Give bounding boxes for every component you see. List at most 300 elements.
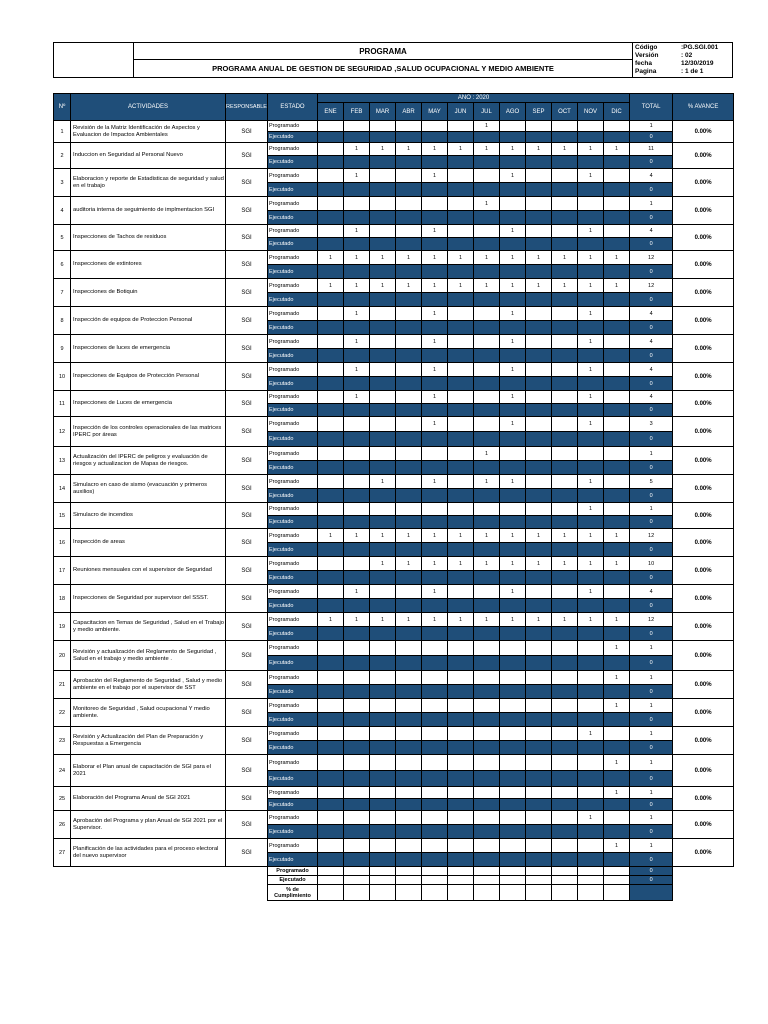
month-cell: 1 xyxy=(578,251,604,265)
month-cell: 1 xyxy=(448,529,474,543)
month-cell: 1 xyxy=(422,613,448,627)
month-cell: 1 xyxy=(474,121,500,132)
month-cell xyxy=(318,143,344,156)
program-table xyxy=(53,93,734,901)
month-cell: 1 xyxy=(500,417,526,432)
month-cell-ejecutado xyxy=(474,349,500,363)
month-cell-ejecutado xyxy=(318,238,344,251)
footer-total: 0 xyxy=(630,876,673,885)
footer-month-cell xyxy=(344,885,370,901)
month-cell xyxy=(500,727,526,741)
table-row xyxy=(54,391,734,404)
month-cell-ejecutado xyxy=(552,489,578,503)
month-cell xyxy=(448,169,474,183)
footer-total xyxy=(630,885,673,901)
avance-cell: 0.00% xyxy=(673,699,734,727)
month-cell-ejecutado xyxy=(578,543,604,557)
month-cell: 1 xyxy=(500,251,526,265)
month-cell-ejecutado xyxy=(396,321,422,335)
month-cell xyxy=(604,307,630,321)
month-cell-ejecutado xyxy=(526,799,552,811)
month-cell-ejecutado xyxy=(396,771,422,787)
month-cell: 1 xyxy=(474,143,500,156)
month-cell-ejecutado xyxy=(422,543,448,557)
total-programado: 4 xyxy=(630,585,673,599)
month-cell-ejecutado xyxy=(604,543,630,557)
month-cell-ejecutado xyxy=(552,825,578,839)
month-cell xyxy=(422,787,448,799)
month-cell: 1 xyxy=(422,363,448,377)
avance-cell: 0.00% xyxy=(673,503,734,529)
month-cell-ejecutado xyxy=(344,132,370,143)
avance-cell: 0.00% xyxy=(673,169,734,197)
row-number: 22 xyxy=(54,699,71,727)
avance-cell: 0.00% xyxy=(673,251,734,279)
month-cell xyxy=(396,417,422,432)
month-cell xyxy=(552,391,578,404)
month-cell-ejecutado xyxy=(604,599,630,613)
month-cell-ejecutado xyxy=(500,771,526,787)
footer-month-cell xyxy=(578,885,604,901)
month-cell xyxy=(396,197,422,211)
month-cell-ejecutado xyxy=(448,516,474,529)
month-cell-ejecutado xyxy=(526,771,552,787)
month-cell: 1 xyxy=(578,417,604,432)
month-cell-ejecutado xyxy=(500,741,526,755)
month-cell-ejecutado xyxy=(578,685,604,699)
month-cell-ejecutado xyxy=(578,713,604,727)
estado-programado: Programado xyxy=(268,121,318,132)
avance-cell: 0.00% xyxy=(673,279,734,307)
month-cell-ejecutado xyxy=(604,349,630,363)
month-cell-ejecutado xyxy=(500,461,526,475)
month-cell xyxy=(604,225,630,238)
activity-cell: Planificación de las actividades para el proceso electoral del nuevo supervisor xyxy=(71,839,226,867)
month-cell xyxy=(500,447,526,461)
month-cell xyxy=(344,787,370,799)
month-cell-ejecutado xyxy=(474,132,500,143)
month-cell xyxy=(526,671,552,685)
month-cell-ejecutado xyxy=(370,238,396,251)
month-cell-ejecutado xyxy=(396,293,422,307)
month-cell xyxy=(500,671,526,685)
month-cell-ejecutado xyxy=(474,741,500,755)
row-number: 5 xyxy=(54,225,71,251)
total-programado: 1 xyxy=(630,699,673,713)
month-cell-ejecutado xyxy=(578,741,604,755)
month-cell-ejecutado xyxy=(578,516,604,529)
month-cell xyxy=(318,641,344,656)
month-header: JUL xyxy=(474,103,500,121)
month-cell xyxy=(370,811,396,825)
month-cell-ejecutado xyxy=(526,132,552,143)
month-cell xyxy=(474,363,500,377)
month-cell-ejecutado xyxy=(578,771,604,787)
month-cell-ejecutado xyxy=(448,183,474,197)
month-cell-ejecutado xyxy=(318,656,344,671)
month-cell xyxy=(474,811,500,825)
month-cell: 1 xyxy=(344,363,370,377)
estado-programado: Programado xyxy=(268,811,318,825)
month-cell xyxy=(474,727,500,741)
month-cell xyxy=(396,391,422,404)
month-cell xyxy=(526,169,552,183)
month-cell-ejecutado xyxy=(526,211,552,225)
month-cell: 1 xyxy=(500,391,526,404)
total-programado: 5 xyxy=(630,475,673,489)
month-cell xyxy=(552,641,578,656)
month-cell xyxy=(552,839,578,853)
responsible-cell: SGI xyxy=(226,529,268,557)
month-cell-ejecutado xyxy=(500,238,526,251)
total-ejecutado: 0 xyxy=(630,685,673,699)
month-cell-ejecutado xyxy=(370,656,396,671)
month-cell-ejecutado xyxy=(604,183,630,197)
responsible-cell: SGI xyxy=(226,121,268,143)
month-cell: 1 xyxy=(500,475,526,489)
month-cell xyxy=(500,811,526,825)
responsible-cell: SGI xyxy=(226,839,268,867)
month-cell-ejecutado xyxy=(396,461,422,475)
month-cell xyxy=(474,755,500,771)
month-cell xyxy=(370,839,396,853)
footer-month-cell xyxy=(344,867,370,876)
month-cell-ejecutado xyxy=(552,685,578,699)
month-cell-ejecutado xyxy=(318,825,344,839)
month-cell xyxy=(344,699,370,713)
month-cell xyxy=(552,307,578,321)
month-cell: 1 xyxy=(318,251,344,265)
avance-cell: 0.00% xyxy=(673,529,734,557)
month-cell: 1 xyxy=(344,529,370,543)
month-cell xyxy=(474,225,500,238)
month-cell-ejecutado xyxy=(396,132,422,143)
month-cell: 1 xyxy=(344,335,370,349)
month-cell: 1 xyxy=(370,529,396,543)
month-cell-ejecutado xyxy=(474,238,500,251)
month-cell-ejecutado xyxy=(370,461,396,475)
month-cell-ejecutado xyxy=(526,685,552,699)
month-cell xyxy=(474,391,500,404)
month-cell-ejecutado xyxy=(526,432,552,447)
month-cell-ejecutado xyxy=(578,293,604,307)
activity-cell: Revisión de la Matriz Identificación de Aspectos y Evaluacion de Impactos Ambientales xyxy=(71,121,226,143)
month-cell: 1 xyxy=(474,475,500,489)
month-cell xyxy=(344,839,370,853)
month-cell-ejecutado xyxy=(500,516,526,529)
month-cell xyxy=(370,641,396,656)
month-cell-ejecutado xyxy=(578,461,604,475)
month-cell-ejecutado xyxy=(526,183,552,197)
month-header: ENE xyxy=(318,103,344,121)
month-cell-ejecutado xyxy=(526,349,552,363)
estado-ejecutado: Ejecutado xyxy=(268,489,318,503)
month-cell-ejecutado xyxy=(422,656,448,671)
month-cell-ejecutado xyxy=(422,685,448,699)
month-cell-ejecutado xyxy=(500,685,526,699)
month-cell-ejecutado xyxy=(422,599,448,613)
month-cell-ejecutado xyxy=(344,853,370,867)
month-cell-ejecutado xyxy=(448,741,474,755)
month-cell: 1 xyxy=(474,447,500,461)
total-ejecutado: 0 xyxy=(630,516,673,529)
month-cell: 1 xyxy=(578,613,604,627)
col-header-estado: ESTADO xyxy=(268,94,318,121)
month-cell-ejecutado xyxy=(370,349,396,363)
month-cell: 1 xyxy=(344,307,370,321)
activity-cell: Induccion en Seguridad al Personal Nuevo xyxy=(71,143,226,169)
month-header: NOV xyxy=(578,103,604,121)
month-cell xyxy=(318,727,344,741)
month-cell-ejecutado xyxy=(552,571,578,585)
month-cell-ejecutado xyxy=(552,656,578,671)
month-cell-ejecutado xyxy=(474,183,500,197)
row-number: 1 xyxy=(54,121,71,143)
month-cell-ejecutado xyxy=(422,293,448,307)
month-cell-ejecutado xyxy=(500,132,526,143)
month-header: MAY xyxy=(422,103,448,121)
month-cell-ejecutado xyxy=(474,489,500,503)
month-cell-ejecutado xyxy=(344,741,370,755)
month-cell-ejecutado xyxy=(578,156,604,169)
month-cell xyxy=(578,699,604,713)
month-cell-ejecutado xyxy=(552,404,578,417)
total-programado: 12 xyxy=(630,529,673,543)
month-cell xyxy=(422,839,448,853)
month-cell xyxy=(552,225,578,238)
month-cell-ejecutado xyxy=(422,799,448,811)
month-cell-ejecutado xyxy=(500,543,526,557)
month-cell xyxy=(552,811,578,825)
month-cell-ejecutado xyxy=(318,713,344,727)
month-cell-ejecutado xyxy=(318,293,344,307)
month-cell-ejecutado xyxy=(344,211,370,225)
estado-ejecutado: Ejecutado xyxy=(268,771,318,787)
footer-month-cell xyxy=(448,885,474,901)
meta-value: :PG.SGI.001 xyxy=(681,44,719,51)
month-cell-ejecutado xyxy=(422,489,448,503)
month-cell: 1 xyxy=(578,811,604,825)
month-cell-ejecutado xyxy=(370,321,396,335)
footer-month-cell xyxy=(448,867,474,876)
footer-month-cell xyxy=(344,876,370,885)
month-cell xyxy=(318,169,344,183)
month-cell xyxy=(396,335,422,349)
month-cell-ejecutado xyxy=(526,741,552,755)
month-cell-ejecutado xyxy=(552,516,578,529)
responsible-cell: SGI xyxy=(226,307,268,335)
row-number: 16 xyxy=(54,529,71,557)
month-cell: 1 xyxy=(578,335,604,349)
month-cell-ejecutado xyxy=(578,627,604,641)
month-cell-ejecutado xyxy=(526,825,552,839)
total-programado: 1 xyxy=(630,811,673,825)
responsible-cell: SGI xyxy=(226,557,268,585)
month-cell-ejecutado xyxy=(448,461,474,475)
month-cell xyxy=(370,503,396,516)
month-cell-ejecutado xyxy=(474,713,500,727)
month-cell: 1 xyxy=(578,475,604,489)
footer-month-cell xyxy=(474,867,500,876)
month-cell xyxy=(526,225,552,238)
month-cell xyxy=(396,671,422,685)
month-cell: 1 xyxy=(344,143,370,156)
activity-cell: Capacitacion en Temas de Seguridad , Salud en el Trabajo y medio ambiente. xyxy=(71,613,226,641)
month-cell xyxy=(526,307,552,321)
month-cell-ejecutado xyxy=(500,183,526,197)
total-ejecutado: 0 xyxy=(630,799,673,811)
meta-value: : 1 de 1 xyxy=(681,68,704,75)
month-cell-ejecutado xyxy=(396,825,422,839)
month-cell xyxy=(370,755,396,771)
month-cell xyxy=(448,641,474,656)
month-cell xyxy=(318,787,344,799)
month-cell xyxy=(448,363,474,377)
responsible-cell: SGI xyxy=(226,585,268,613)
month-cell-ejecutado xyxy=(526,293,552,307)
month-cell: 1 xyxy=(344,613,370,627)
estado-programado: Programado xyxy=(268,169,318,183)
month-cell xyxy=(526,727,552,741)
responsible-cell: SGI xyxy=(226,335,268,363)
month-cell: 1 xyxy=(422,529,448,543)
month-cell: 1 xyxy=(422,251,448,265)
total-programado: 1 xyxy=(630,197,673,211)
total-ejecutado: 0 xyxy=(630,461,673,475)
total-programado: 10 xyxy=(630,557,673,571)
month-cell-ejecutado xyxy=(448,156,474,169)
month-cell-ejecutado xyxy=(344,461,370,475)
month-cell xyxy=(604,169,630,183)
month-cell xyxy=(500,197,526,211)
avance-cell: 0.00% xyxy=(673,335,734,363)
month-cell-ejecutado xyxy=(396,571,422,585)
total-ejecutado: 0 xyxy=(630,825,673,839)
month-cell xyxy=(578,755,604,771)
month-cell: 1 xyxy=(604,641,630,656)
month-cell-ejecutado xyxy=(422,853,448,867)
estado-programado: Programado xyxy=(268,307,318,321)
month-header: OCT xyxy=(552,103,578,121)
month-cell: 1 xyxy=(318,279,344,293)
month-cell: 1 xyxy=(396,251,422,265)
month-cell-ejecutado xyxy=(370,211,396,225)
month-cell xyxy=(422,197,448,211)
month-cell-ejecutado xyxy=(396,685,422,699)
footer-month-cell xyxy=(396,876,422,885)
estado-ejecutado: Ejecutado xyxy=(268,627,318,641)
month-cell-ejecutado xyxy=(422,349,448,363)
footer-month-cell xyxy=(370,885,396,901)
month-cell-ejecutado xyxy=(344,799,370,811)
footer-month-cell xyxy=(448,876,474,885)
responsible-cell: SGI xyxy=(226,447,268,475)
activity-cell: auditoria interna de seguimiento de implmentacion SGI xyxy=(71,197,226,225)
month-cell-ejecutado xyxy=(500,211,526,225)
month-cell: 1 xyxy=(474,197,500,211)
month-cell-ejecutado xyxy=(396,404,422,417)
month-header: SEP xyxy=(526,103,552,121)
month-cell: 1 xyxy=(448,613,474,627)
total-ejecutado: 0 xyxy=(630,156,673,169)
month-cell-ejecutado xyxy=(344,265,370,279)
month-cell-ejecutado xyxy=(370,741,396,755)
month-cell-ejecutado xyxy=(318,771,344,787)
month-cell xyxy=(474,699,500,713)
avance-cell: 0.00% xyxy=(673,417,734,447)
month-cell-ejecutado xyxy=(552,741,578,755)
avance-cell: 0.00% xyxy=(673,363,734,391)
estado-programado: Programado xyxy=(268,251,318,265)
month-cell-ejecutado xyxy=(604,132,630,143)
responsible-cell: SGI xyxy=(226,251,268,279)
month-cell: 1 xyxy=(578,529,604,543)
month-cell-ejecutado xyxy=(526,461,552,475)
month-cell-ejecutado xyxy=(500,377,526,391)
month-cell xyxy=(318,585,344,599)
total-ejecutado: 0 xyxy=(630,238,673,251)
month-cell-ejecutado xyxy=(370,627,396,641)
total-ejecutado: 0 xyxy=(630,211,673,225)
table-row xyxy=(54,363,734,377)
month-cell xyxy=(604,335,630,349)
month-cell-ejecutado xyxy=(500,853,526,867)
estado-programado: Programado xyxy=(268,613,318,627)
estado-ejecutado: Ejecutado xyxy=(268,741,318,755)
month-cell xyxy=(396,699,422,713)
month-cell-ejecutado xyxy=(448,404,474,417)
month-cell xyxy=(552,671,578,685)
month-cell-ejecutado xyxy=(396,156,422,169)
month-cell-ejecutado xyxy=(604,404,630,417)
month-cell: 1 xyxy=(604,251,630,265)
responsible-cell: SGI xyxy=(226,169,268,197)
total-programado: 4 xyxy=(630,391,673,404)
month-cell: 1 xyxy=(526,613,552,627)
month-cell xyxy=(396,787,422,799)
meta-key: Versión xyxy=(635,52,659,59)
month-cell: 1 xyxy=(500,529,526,543)
month-cell xyxy=(422,755,448,771)
month-cell-ejecutado xyxy=(344,432,370,447)
month-cell-ejecutado xyxy=(552,599,578,613)
month-cell-ejecutado xyxy=(604,825,630,839)
month-cell: 1 xyxy=(448,143,474,156)
estado-programado: Programado xyxy=(268,727,318,741)
total-ejecutado: 0 xyxy=(630,265,673,279)
month-cell xyxy=(448,335,474,349)
month-cell-ejecutado xyxy=(344,825,370,839)
avance-cell: 0.00% xyxy=(673,557,734,585)
month-cell-ejecutado xyxy=(318,265,344,279)
month-cell-ejecutado xyxy=(474,211,500,225)
month-cell xyxy=(422,727,448,741)
month-cell xyxy=(526,811,552,825)
activity-cell: Revisión y Actualización del Plan de Preparación y Respuestas a Emergencia xyxy=(71,727,226,755)
month-cell-ejecutado xyxy=(578,265,604,279)
avance-cell: 0.00% xyxy=(673,811,734,839)
meta-key: Pagina xyxy=(635,68,657,75)
month-cell-ejecutado xyxy=(604,377,630,391)
month-cell-ejecutado xyxy=(370,543,396,557)
footer-month-cell xyxy=(578,876,604,885)
month-cell-ejecutado xyxy=(526,713,552,727)
month-cell xyxy=(344,447,370,461)
month-cell-ejecutado xyxy=(604,156,630,169)
month-cell-ejecutado xyxy=(370,825,396,839)
month-cell xyxy=(448,755,474,771)
footer-month-cell xyxy=(422,876,448,885)
